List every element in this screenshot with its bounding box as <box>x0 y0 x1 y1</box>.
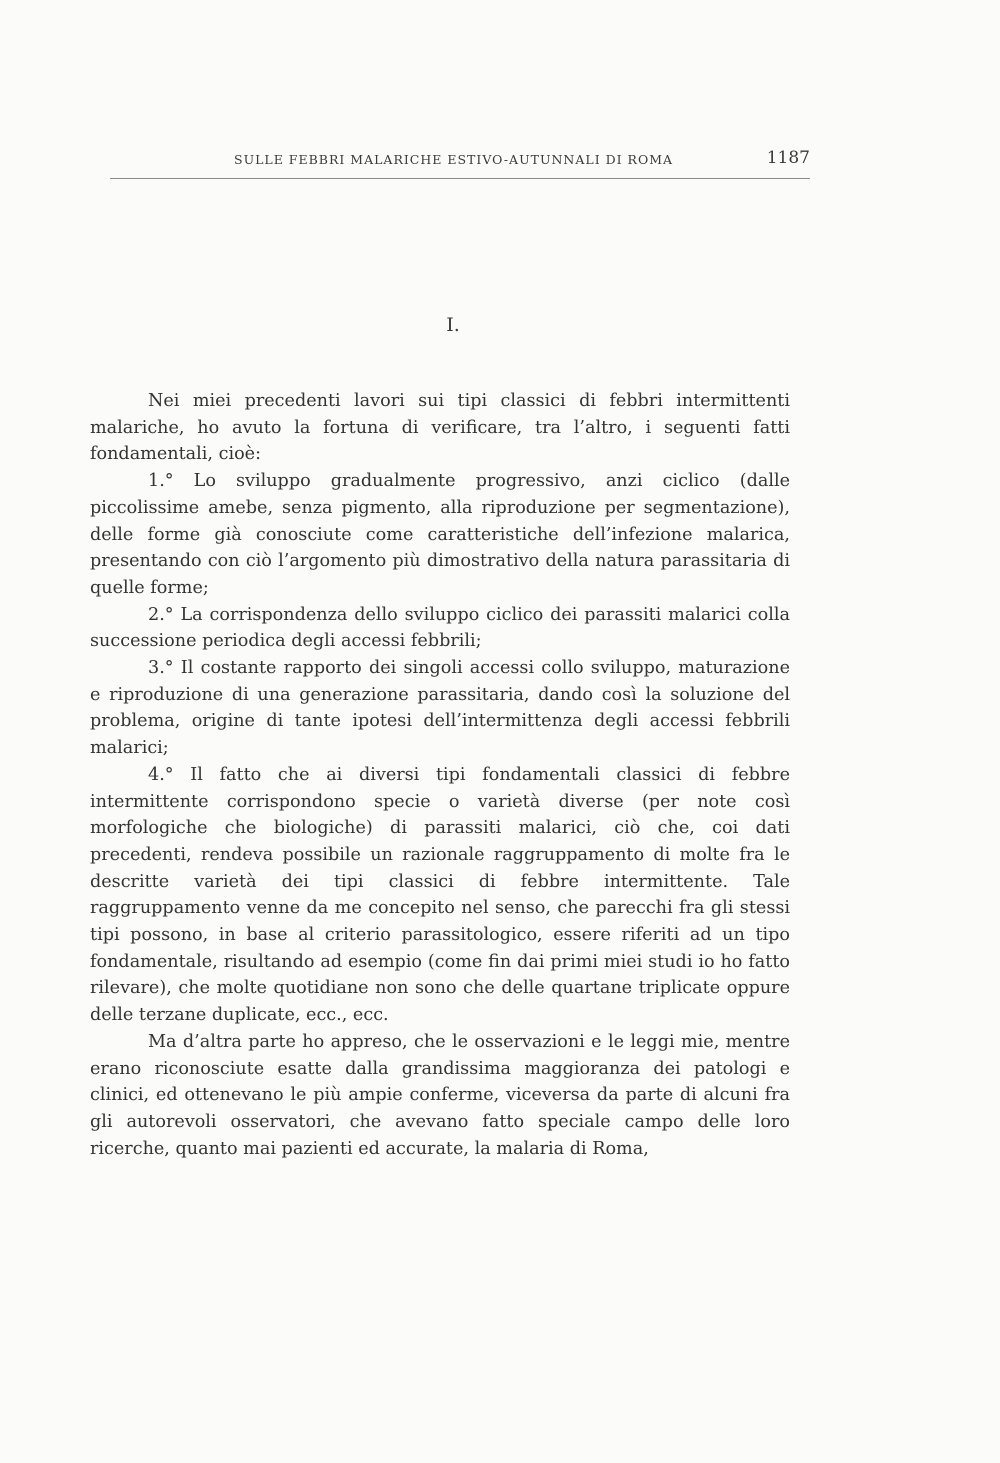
paragraph-point-1: 1.° Lo sviluppo gradualmente progressivo, anzi ciclico (dalle piccolissime amebe, senza pigmento, alla riproduzione per segmentazione), delle forme già conosciute come caratteristiche dell’infezione malarica, presentando con ciò l’argomento più dimostrativo della natura parassitaria di quelle forme; <box>90 471 790 598</box>
body-text <box>90 388 790 1162</box>
running-title: SULLE FEBBRI MALARICHE ESTIVO-AUTUNNALI DI ROMA <box>234 152 674 167</box>
header-rule <box>110 178 810 179</box>
paragraph-closing: Ma d’altra parte ho appreso, che le osservazioni e le leggi mie, mentre erano riconosciute esatte dalla grandissima maggioranza dei patologi e clinici, ed ottenevano le più ampie conferme, viceversa da parte di alcuni fra gli autorevoli osservatori, che avevano fatto speciale campo delle loro ricerche, quanto mai pazienti ed accurate, la malaria di Roma, <box>90 1031 790 1159</box>
paragraph-intro: Nei miei precedenti lavori sui tipi classici di febbri intermittenti malariche, ho avuto la fortuna di verificare, tra l’altro, i seguenti fatti fondamentali, cioè: <box>90 391 790 465</box>
paragraph-point-4: 4.° Il fatto che ai diversi tipi fondamentali classici di febbre intermittente corrispondono specie o varietà diverse (per note così morfologiche che biologiche) di parassiti malarici, ciò che, coi dati precedenti, rendeva possibile un razionale raggruppamento di molte fra le descritte varietà dei tipi classici di febbre intermittente. Tale raggruppamento venne da me concepito nel senso, che parecchi fra gli stessi tipi possono, in base al criterio parassitologico, essere riferiti ad un tipo fondamentale, risultando ad esempio (come fin dai primi miei studi io ho fatto rilevare), che molte quotidiane non sono che delle quartane triplicate oppure delle terzane duplicate, ecc., ecc. <box>90 764 790 1026</box>
running-header <box>110 148 810 180</box>
section-heading: I. <box>446 314 460 336</box>
paragraph-point-2: 2.° La corrispondenza dello sviluppo ciclico dei parassiti malarici colla successione periodica degli accessi febbrili; <box>90 604 790 652</box>
paragraph-point-3: 3.° Il costante rapporto dei singoli accessi collo sviluppo, maturazione e riproduzione di una generazione parassitaria, dando così la soluzione del problema, origine di tante ipotesi dell’intermittenza degli accessi febbrili malarici; <box>90 658 790 759</box>
page-number: 1187 <box>766 148 810 168</box>
